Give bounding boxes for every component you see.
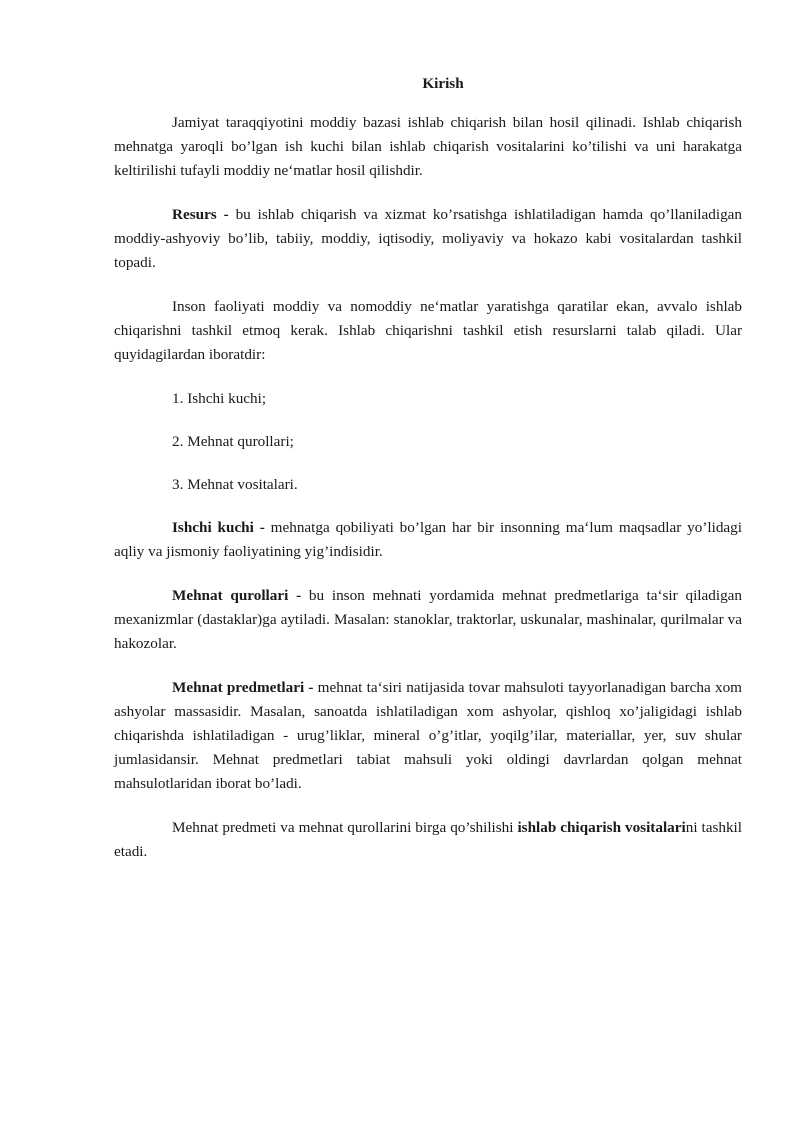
list-item: 2. Mehnat qurollari; xyxy=(172,433,294,450)
document-page xyxy=(114,72,742,884)
paragraph-vositalar-text-before: Mehnat predmeti va mehnat qurollarini birga qo’shilishi xyxy=(172,819,518,836)
paragraph-intro: Jamiyat taraqqiyotini moddiy bazasi ishlab chiqarish bilan hosil qilinadi. Ishlab chiqarish mehnatga yaroqli bo’lgan ish kuchi bilan ishlab chiqarish vositalarini ko’tilishi va uni harakatga keltirilishi tufayli moddiy ne‘matlar hosil qilishdir. xyxy=(114,114,742,179)
paragraph-resurs-text: bu ishlab chiqarish va xizmat ko’rsatishga ishlatiladigan hamda qo’llaniladigan moddiy-ashyoviy bo’lib, tabiiy, moddiy, iqtisodiy, moliyaviy va hokazo kabi vositalardan tashkil topadi. xyxy=(114,206,742,271)
paragraph-ishchi-kuchi-text: mehnatga qobiliyati bo’lgan har bir insonning ma‘lum maqsadlar yo’lidagi aqliy va jismoniy faoliyatining yig’indisidir. xyxy=(114,519,742,560)
paragraph-mehnat-predmetlari-text: mehnat ta‘siri natijasida tovar mahsuloti tayyorlanadigan barcha xom ashyolar massasidir. Masalan, sanoatda ishlatiladigan xom ashyolar, qishloq xo’jaligidagi ishlab chiqarishda ishlatiladigan - urug’liklar, mineral o’g’itlar, yoqilg’ilar, materiallar, yer, suv shular jumlasidansir. Mehnat predmetlari tabiat mahsuli yoki oldingi davrlardan qolgan mehnat mahsulotlaridan iborat bo’ladi. xyxy=(114,679,742,792)
term-resurs: Resurs - xyxy=(172,206,229,223)
term-mehnat-qurollari: Mehnat qurollari - xyxy=(172,587,302,604)
term-ishchi-kuchi: Ishchi kuchi - xyxy=(172,519,265,536)
paragraph-mehnat-predmetlari xyxy=(114,676,742,796)
paragraph-inson-faoliyati: Inson faoliyati moddiy va nomoddiy ne‘matlar yaratishga qaratilar ekan, avvalo ishlab chiqarishni tashkil etmoq kerak. Ishlab chiqarishni tashkil etish resurslarni talab qiladi. Ular quyidagilardan iboratdir: xyxy=(114,298,742,363)
paragraph-vositalar xyxy=(114,816,742,864)
paragraph-resurs xyxy=(114,203,742,275)
list-item: 1. Ishchi kuchi; xyxy=(172,390,267,407)
list-item: 3. Mehnat vositalari. xyxy=(172,476,298,493)
paragraph-mehnat-qurollari-text: bu inson mehnati yordamida mehnat predmetlariga ta‘sir qiladigan mexanizmlar (dastaklar)ga aytiladi. Masalan: stanoklar, traktorlar, uskunalar, mashinalar, qurilmalar va hakozolar. xyxy=(114,587,742,652)
paragraph-mehnat-qurollari xyxy=(114,584,742,656)
paragraph-vositalar-text-after: ni tashkil etadi. xyxy=(114,819,742,860)
paragraph-ishchi-kuchi xyxy=(114,516,742,564)
page-title: Kirish xyxy=(422,75,464,92)
term-mehnat-predmetlari: Mehnat predmetlari - xyxy=(172,679,314,696)
resource-list xyxy=(114,387,742,497)
term-ishlab-chiqarish-vositalari: ishlab chiqarish vositalari xyxy=(517,819,686,836)
